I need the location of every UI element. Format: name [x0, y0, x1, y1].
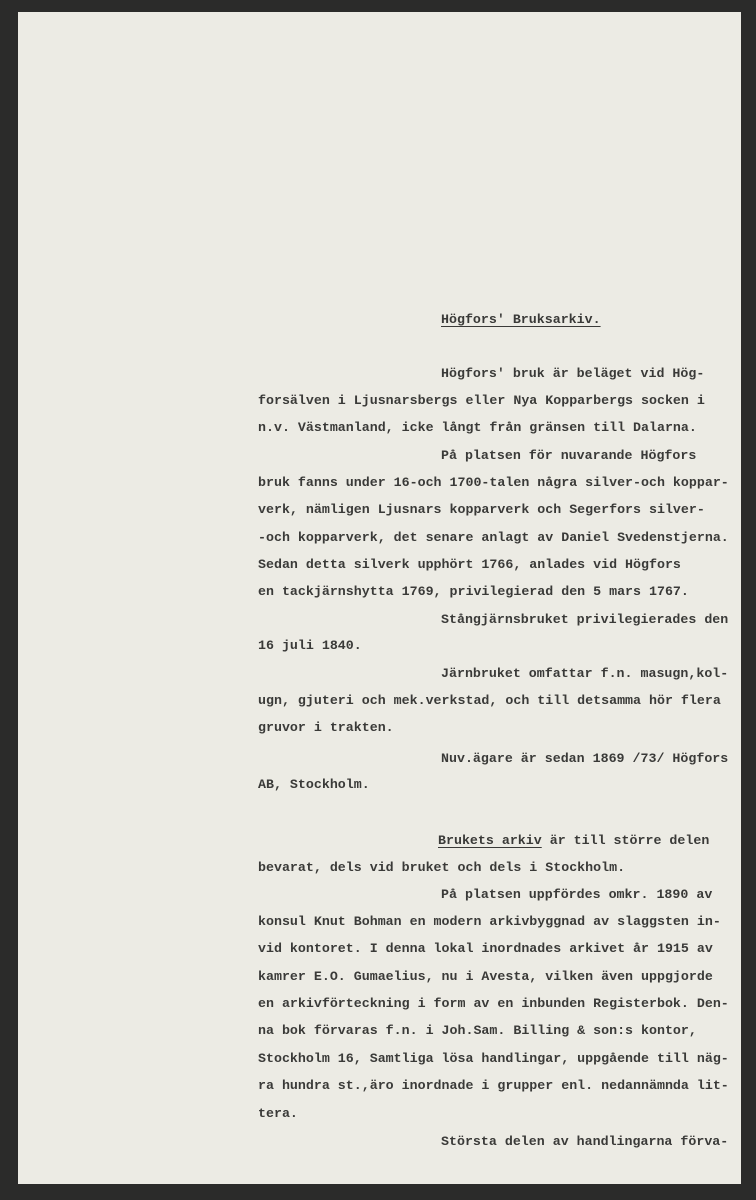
text-line: en arkivförteckning i form av en inbunden Registerbok. Den- [258, 996, 729, 1011]
text-line: gruvor i trakten. [258, 720, 394, 735]
text-line: vid kontoret. I denna lokal inordnades arkivet år 1915 av [258, 941, 713, 956]
text-line: ugn, gjuteri och mek.verkstad, och till detsamma hör flera [258, 693, 721, 708]
text-line: På platsen för nuvarande Högfors [441, 448, 697, 463]
text-line: Högfors' bruk är beläget vid Hög- [441, 366, 705, 381]
text-line: en tackjärnshytta 1769, privilegierad den 5 mars 1767. [258, 584, 689, 599]
text-line: tera. [258, 1106, 298, 1121]
text-line: n.v. Västmanland, icke långt från gränsen till Dalarna. [258, 420, 697, 435]
section-heading-brukets-arkiv [438, 832, 709, 850]
last-line: Största delen av handlingarna förva- [441, 1134, 729, 1149]
text-line: kamrer E.O. Gumaelius, nu i Avesta, vilken även uppgjorde [258, 969, 713, 984]
text-line: na bok förvaras f.n. i Joh.Sam. Billing & son:s kontor, [258, 1023, 697, 1038]
underlined-heading: Brukets arkiv [438, 833, 542, 848]
document-title: Högfors' Bruksarkiv. [441, 312, 601, 327]
text-line: bevarat, dels vid bruket och dels i Stockholm. [258, 860, 626, 875]
text-line: forsälven i Ljusnarsbergs eller Nya Kopparbergs socken i [258, 393, 705, 408]
text-line: ra hundra st.,äro inordnade i grupper enl. nedannämnda lit- [258, 1078, 729, 1093]
text-line: Järnbruket omfattar f.n. masugn,kol- [441, 666, 729, 681]
text-line: På platsen uppfördes omkr. 1890 av [441, 887, 713, 902]
text-line: -och kopparverk, det senare anlagt av Daniel Svedenstjerna. [258, 530, 729, 545]
text-line: konsul Knut Bohman en modern arkivbyggnad av slaggsten in- [258, 914, 721, 929]
text-line: Stockholm 16, Samtliga lösa handlingar, uppgående till näg- [258, 1051, 729, 1066]
text-line: bruk fanns under 16-och 1700-talen några silver-och koppar- [258, 475, 729, 490]
text-line: Sedan detta silverk upphört 1766, anlades vid Högfors [258, 557, 681, 572]
text-line: Stångjärnsbruket privilegierades den [441, 612, 729, 627]
text-line: 16 juli 1840. [258, 638, 362, 653]
heading-continuation: är till större delen [541, 833, 710, 848]
text-line: AB, Stockholm. [258, 777, 370, 792]
text-line: Nuv.ägare är sedan 1869 /73/ Högfors [441, 751, 729, 766]
text-line: verk, nämligen Ljusnars kopparverk och Segerfors silver- [258, 502, 705, 517]
